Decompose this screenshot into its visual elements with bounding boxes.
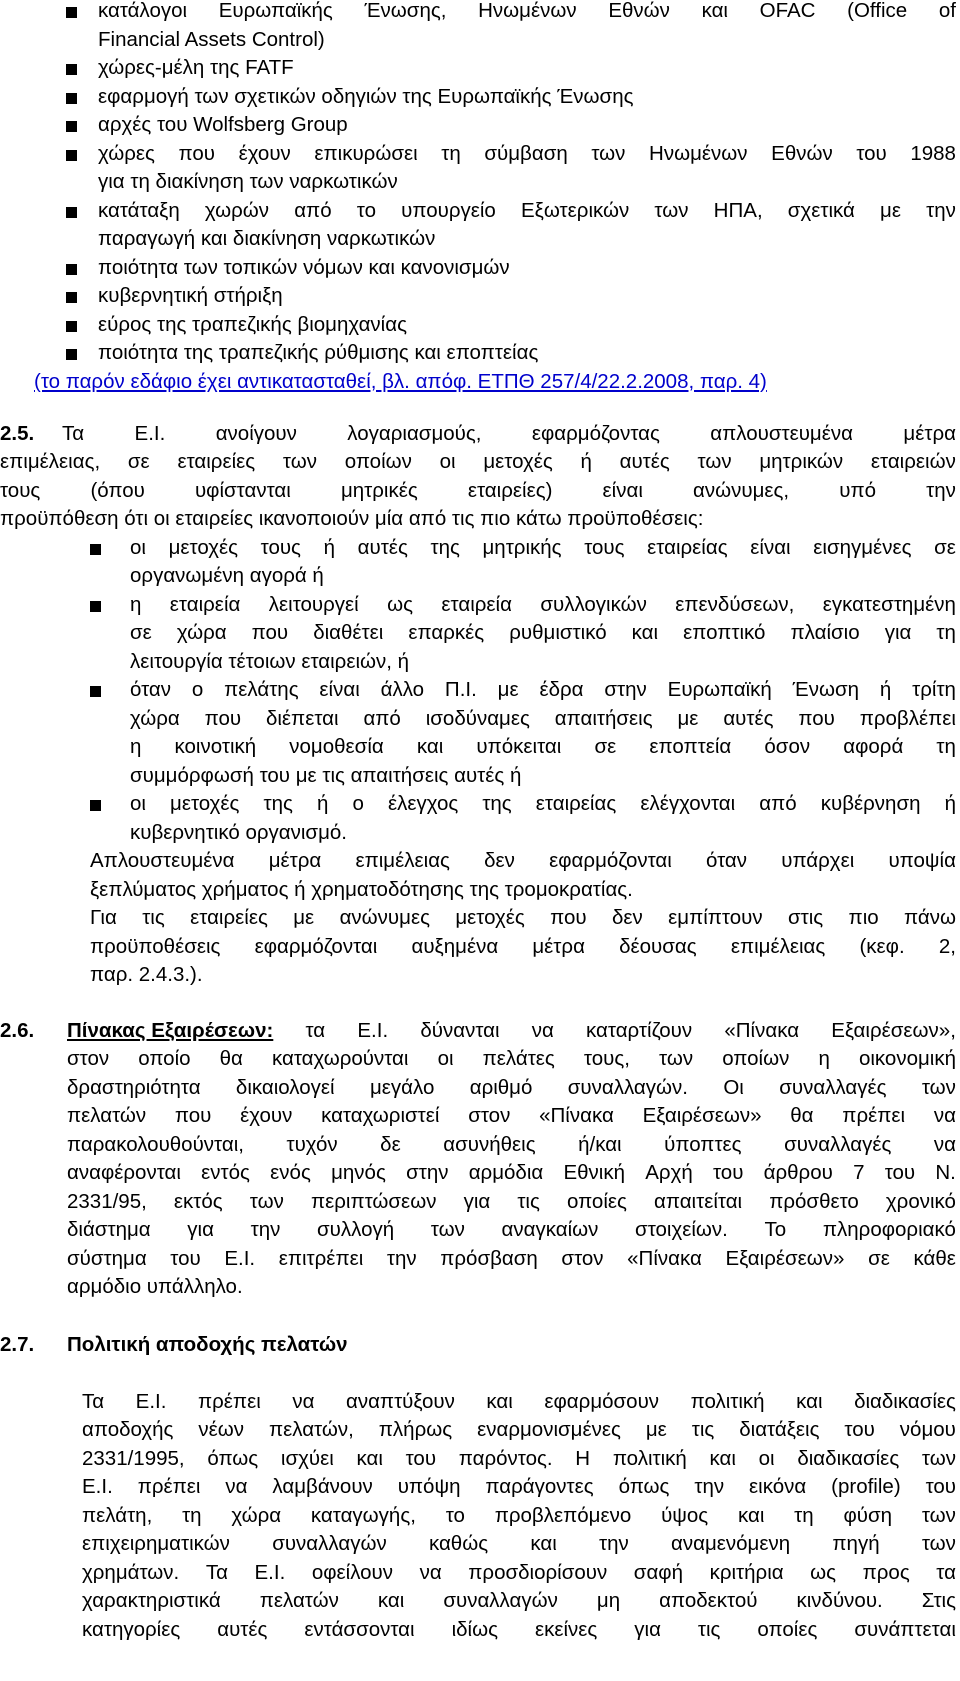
bullet-icon	[90, 800, 101, 811]
list-item-line: παραγωγή και διακίνηση ναρκωτικών	[98, 227, 436, 250]
section-number: 2.7.	[0, 1332, 35, 1356]
list-item-line: συμμόρφωσή του με τις απαιτήσεις αυτές ή	[130, 763, 522, 787]
paragraph-line: 2331/95, εκτός των περιπτώσεων για τις οποίες απαιτείται πρόσθετο χρονικό	[67, 1189, 956, 1213]
list-item-line: η εταιρεία λειτουργεί ως εταιρεία συλλογικών επενδύσεων, εγκατεστημένη	[130, 592, 956, 616]
list-item-line: όταν ο πελάτης είναι άλλο Π.Ι. με έδρα στην Ευρωπαϊκή Ένωση ή τρίτη	[130, 678, 956, 701]
list-item-line: οι μετοχές της ή ο έλεγχος της εταιρείας ελέγχονται από κυβέρνηση ή	[130, 792, 956, 815]
list-item-line: εύρος της τραπεζικής βιομηχανίας	[98, 312, 407, 336]
bullet-icon	[90, 601, 101, 612]
paragraph-line: σύστημα του Ε.Ι. επιτρέπει την πρόσβαση στον «Πίνακα Εξαιρέσεων» σε κάθε	[67, 1246, 956, 1270]
bullet-icon	[66, 121, 77, 132]
list-item-line: σε χώρα που διαθέτει επαρκές ρυθμιστικό και εποπτικό πλαίσιο για τη	[130, 621, 956, 644]
paragraph-line: παρακολουθούνται, τυχόν δε ασυνήθεις ή/και ύποπτες συναλλαγές να	[67, 1132, 956, 1156]
bullet-icon	[66, 321, 77, 332]
paragraph-line: πελατών που έχουν καταχωριστεί στον «Πίνακα Εξαιρέσεων» θα πρέπει να	[67, 1104, 956, 1127]
list-item-line: για τη διακίνηση των ναρκωτικών	[98, 170, 398, 193]
paragraph-line: επιχειρηματικών συναλλαγών καθώς και την αναμενόμενη πηγή των	[82, 1532, 956, 1555]
bullet-icon	[66, 93, 77, 104]
list-item-line: κυβερνητικό οργανισμό.	[130, 820, 347, 844]
paragraph-line: κατηγορίες αυτές εντάσσονται ιδίως εκείνες για τις οποίες συνάπτεται	[82, 1617, 956, 1641]
section-title: Πίνακας Εξαιρέσεων:	[67, 1018, 274, 1042]
bullet-icon	[90, 686, 101, 697]
paragraph-line: τους (όπου υφίστανται μητρικές εταιρείες) είναι ανώνυμες, υπό την	[0, 478, 956, 502]
list-item-line: αρχές του Wolfsberg Group	[98, 113, 348, 136]
list-item-line: οργανωμένη αγορά ή	[130, 564, 324, 587]
bullet-icon	[66, 64, 77, 75]
list-item-line: λειτουργία τέτοιων εταιρειών, ή	[130, 649, 410, 673]
paragraph-line: Για τις εταιρείες με ανώνυμες μετοχές που δεν εμπίπτουν στις πιο πάνω	[90, 906, 956, 929]
list-item-line: εφαρμογή των σχετικών οδηγιών της Ευρωπαϊκής Ένωσης	[98, 84, 634, 108]
list-item-line: χώρα που διέπεται από ισοδύναμες απαιτήσεις με αυτές που προβλέπει	[130, 706, 956, 730]
paragraph-line: χρημάτων. Τα Ε.Ι. οφείλουν να προσδιορίσουν σαφή κριτήρια ως προς τα	[82, 1560, 956, 1584]
list-item-line: ποιότητα της τραπεζικής ρύθμισης και εποπτείας	[98, 341, 539, 364]
paragraph-line: αναφέρονται εντός ενός μηνός στην αρμόδια Εθνική Αρχή του άρθρου 7 του Ν.	[67, 1161, 956, 1184]
paragraph-line: 2331/1995, όπως ισχύει και του παρόντος. Η πολιτική και οι διαδικασίες των	[82, 1446, 956, 1470]
paragraph-line: στον οποίο θα καταχωρούνται οι πελάτες τους, των οποίων η οικονομική	[67, 1047, 956, 1070]
section-number: 2.6.	[0, 1018, 35, 1042]
paragraph-line: Τα Ε.Ι. ανοίγουν λογαριασμούς, εφαρμόζοντας απλουστευμένα μέτρα	[62, 421, 956, 445]
paragraph-line: πελάτη, τη χώρα καταγωγής, το προβλεπόμενο ύψος και τη φύση των	[82, 1503, 956, 1527]
list-item-line: χώρες-μέλη της FATF	[98, 56, 294, 79]
paragraph-line: αρμόδιο υπάλληλο.	[67, 1275, 243, 1298]
section-title: Πολιτική αποδοχής πελατών	[67, 1332, 348, 1356]
section-number: 2.5.	[0, 421, 35, 445]
list-item-line: ποιότητα των τοπικών νόμων και κανονισμών	[98, 255, 510, 279]
paragraph-line: επιμέλειας, σε εταιρείες των οποίων οι μετοχές ή αυτές των μητρικών εταιρειών	[0, 450, 956, 473]
paragraph-line: διάστημα για την συλλογή των αναγκαίων στοιχείων. Το πληροφοριακό	[67, 1218, 956, 1241]
bullet-icon	[66, 150, 77, 161]
bullet-icon	[66, 7, 77, 18]
list-item-line: κυβερνητική στήριξη	[98, 284, 283, 307]
paragraph-line: παρ. 2.4.3.).	[90, 963, 203, 986]
bullet-icon	[66, 264, 77, 275]
bullet-icon	[90, 544, 101, 555]
list-item-line: κατάλογοι Ευρωπαϊκής Ένωσης, Ηνωμένων Εθνών και OFAC (Office of	[98, 0, 956, 22]
bullet-icon	[66, 292, 77, 303]
list-item-line: Financial Assets Control)	[98, 27, 325, 51]
paragraph-line: Απλουστευμένα μέτρα επιμέλειας δεν εφαρμόζονται όταν υπάρχει υποψία	[90, 849, 956, 872]
section-first-line: Πίνακας Εξαιρέσεων: τα Ε.Ι. δύνανται να καταρτίζουν «Πίνακα Εξαιρέσεων»,	[67, 1017, 956, 1045]
paragraph-line: Τα Ε.Ι. πρέπει να αναπτύξουν και εφαρμόσουν πολιτική και διαδικασίες	[82, 1389, 956, 1413]
paragraph-line: προϋπόθεση ότι οι εταιρείες ικανοποιούν μία από τις πιο κάτω προϋποθέσεις:	[0, 507, 704, 530]
paragraph-line: δραστηριότητα δικαιολογεί μεγάλο αριθμό συναλλαγών. Οι συναλλαγές των	[67, 1075, 956, 1099]
paragraph-line: ξεπλύματος χρήματος ή χρηματοδότησης της τρομοκρατίας.	[90, 877, 633, 901]
replaced-note-link: (το παρόν εδάφιο έχει αντικατασταθεί, βλ. απόφ. ΕΤΠΘ 257/4/22.2.2008, παρ. 4)	[34, 369, 767, 393]
bullet-icon	[66, 349, 77, 360]
paragraph-line: αποδοχής νέων πελατών, πλήρως εναρμονισμένες με τις διατάξεις του νόμου	[82, 1418, 956, 1441]
list-item-line: κατάταξη χωρών από το υπουργείο Εξωτερικών των ΗΠΑ, σχετικά με την	[98, 198, 956, 222]
bullet-icon	[66, 207, 77, 218]
paragraph-line: προϋποθέσεις εφαρμόζονται αυξημένα μέτρα δέουσας επιμέλειας (κεφ. 2,	[90, 934, 956, 958]
list-item-line: οι μετοχές τους ή αυτές της μητρικής τους εταιρείας είναι εισηγμένες σε	[130, 535, 956, 559]
paragraph-line: χαρακτηριστικά πελατών και συναλλαγών μη αποδεκτού κινδύνου. Στις	[82, 1589, 956, 1612]
list-item-line: χώρες που έχουν επικυρώσει τη σύμβαση των Ηνωμένων Εθνών του 1988	[98, 141, 956, 165]
list-item-line: η κοινοτική νομοθεσία και υπόκειται σε εποπτεία όσον αφορά τη	[130, 735, 956, 758]
paragraph-line: Ε.Ι. πρέπει να λαμβάνουν υπόψη παράγοντες όπως την εικόνα (profile) του	[82, 1475, 956, 1498]
